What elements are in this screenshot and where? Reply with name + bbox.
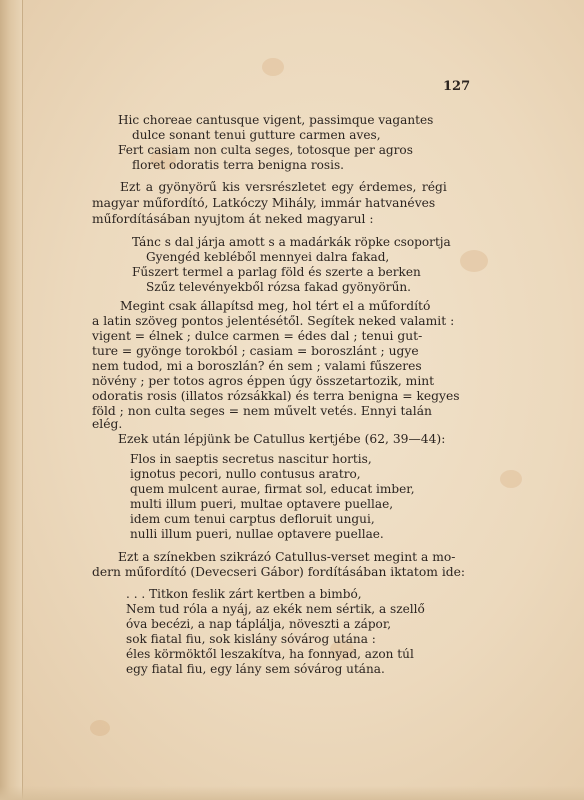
paragraph-line: föld ; non culta seges = nem művelt vetés. Ennyi talán (92, 404, 432, 418)
verse-line: Gyengéd kebléből mennyei dalra fakad, (146, 250, 390, 264)
paragraph-line: Ezt a színekben szikrázó Catullus-verset megint a mo- (118, 550, 456, 564)
paragraph-line: vigent = élnek ; dulce carmen = édes dal ; tenui gut- (92, 329, 423, 343)
paragraph-line: Ezek után lépjünk be Catullus kertjébe (62, 39—44): (118, 432, 446, 446)
paragraph-line: dern műfordító (Devecseri Gábor) fordításában iktatom ide: (92, 565, 466, 579)
verse-line: ignotus pecori, nullo contusus aratro, (130, 467, 361, 481)
paragraph-line: nem tudod, mi a boroszlán? én sem ; valami fűszeres (92, 359, 422, 373)
verse-line: óva becézi, a nap táplálja, növeszti a zápor, (126, 617, 392, 631)
paragraph-line: odoratis rosis (illatos rózsákkal) és terra benigna = kegyes (92, 389, 460, 403)
foxing-spot (262, 58, 284, 76)
verse-line: idem cum tenui carptus defloruit ungui, (130, 512, 375, 526)
verse-line: Fűszert termel a parlag föld és szerte a berken (132, 265, 421, 279)
paragraph-line: műfordításában nyujtom át neked magyarul : (92, 212, 374, 226)
verse-line: Nem tud róla a nyáj, az ekék nem sértik, a szellő (126, 602, 425, 616)
verse-line: nulli illum pueri, nullae optavere puellae. (130, 527, 384, 541)
verse-line: multi illum pueri, multae optavere puellae, (130, 497, 394, 511)
verse-line: Flos in saeptis secretus nascitur hortis, (130, 452, 372, 466)
page-shadow (0, 786, 584, 800)
verse-line: floret odoratis terra benigna rosis. (132, 158, 345, 172)
verse-line: Tánc s dal járja amott s a madárkák röpke csoportja (132, 235, 451, 249)
verse-line: quem mulcent aurae, firmat sol, educat imber, (130, 482, 415, 496)
page-number: 127 (443, 79, 471, 94)
paragraph-line: növény ; per totos agros éppen úgy összetartozik, mint (92, 374, 435, 388)
foxing-spot (500, 470, 522, 488)
foxing-spot (460, 250, 488, 272)
paragraph-line: Megint csak állapítsd meg, hol tért el a műfordító (120, 299, 431, 313)
paragraph-line: ture = gyönge torokból ; casiam = boroszlánt ; ugye (92, 344, 419, 358)
verse-line: . . . Titkon feslik zárt kertben a bimbó, (126, 587, 362, 601)
paragraph-line: elég. (92, 417, 123, 431)
paragraph-line: a latin szöveg pontos jelentésétől. Segítek neked valamit : (92, 314, 455, 328)
paragraph-line: magyar műfordító, Latkóczy Mihály, immár hatvanéves (92, 196, 436, 210)
verse-line: Fert casiam non culta seges, totosque per agros (118, 143, 413, 157)
verse-line: dulce sonant tenui gutture carmen aves, (132, 128, 381, 142)
foxing-spot (90, 720, 110, 736)
verse-line: Szűz televényekből rózsa fakad gyönyörűn. (146, 280, 411, 294)
verse-line: Hic choreae cantusque vigent, passimque vagantes (118, 113, 434, 127)
paragraph-line: Ezt a gyönyörű kis versrészletet egy érdemes, régi (120, 180, 447, 194)
verse-line: sok fiatal fiu, sok kislány sóvárog utána : (126, 632, 376, 646)
verse-line: éles körmöktől leszakítva, ha fonnyad, azon túl (126, 647, 414, 661)
page-edge (0, 0, 23, 800)
verse-line: egy fiatal fiu, egy lány sem sóvárog utána. (126, 662, 385, 676)
